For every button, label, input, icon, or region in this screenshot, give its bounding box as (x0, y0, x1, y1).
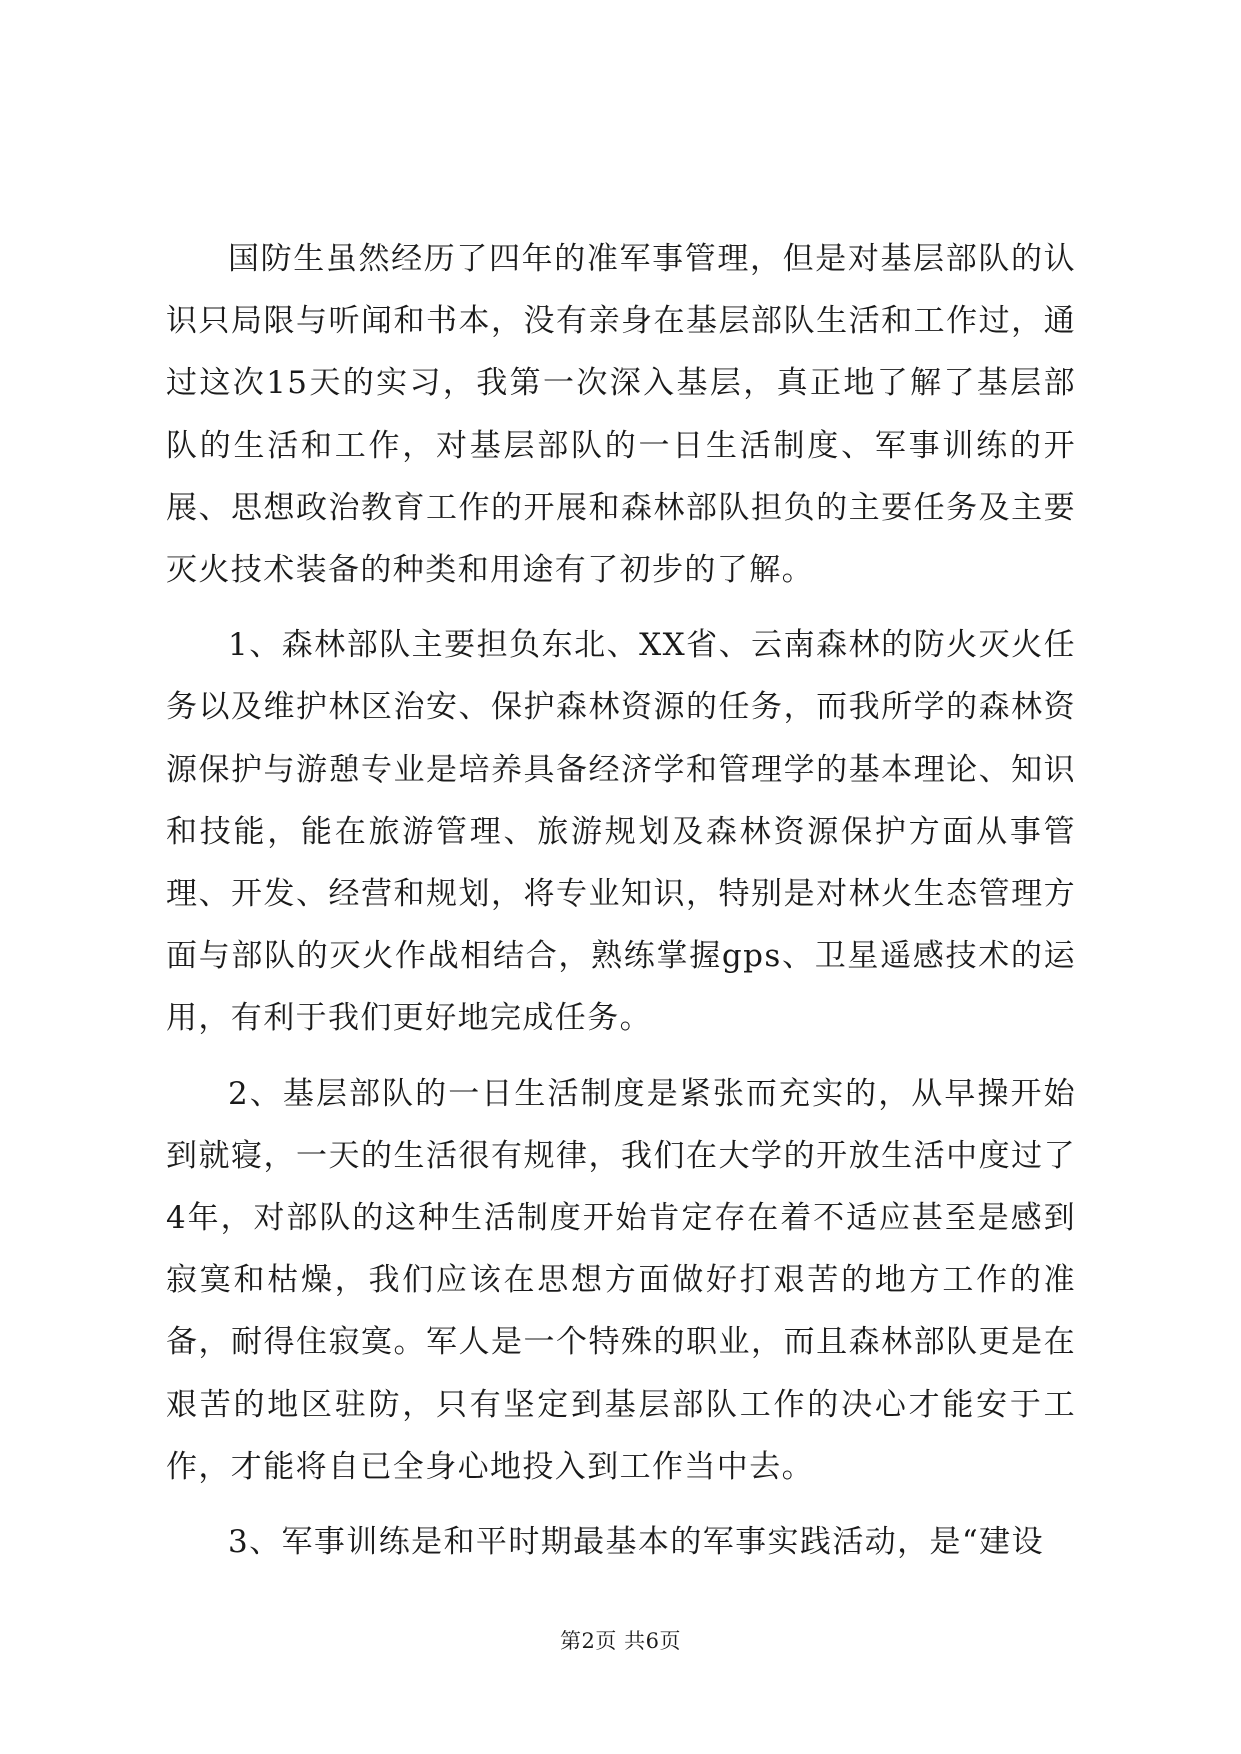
paragraph-item-3: 3、军事训练是和平时期最基本的军事实践活动，是“建设 (228, 1524, 1044, 1561)
paragraph-item-2: 2、基层部队的一日生活制度是紧张而充实的，从早操开始到就寝，一天的生活很有规律，我们在大学的开放生活中度过了4年，对部队的这种生活制度开始肯定存在着不适应甚至是感到寂寞和枯燥，我们应该在思想方面做好打艰苦的地方工作的准备，耐得住寂寞。军人是一个特殊的职业，而且森林部队更是在艰苦的地区驻防，只有坚定到基层部队工作的决心才能安于工作，才能将自已全身心地投入到工作当中去。 (166, 1075, 1076, 1485)
page-number-footer: 第2页 共6页 (560, 1629, 681, 1653)
paragraph-item-1: 1、森林部队主要担负东北、XX省、云南森林的防火灭火任务以及维护林区治安、保护森林资源的任务，而我所学的森林资源保护与游憩专业是培养具备经济学和管理学的基本理论、知识和技能，能在旅游管理、旅游规划及森林资源保护方面从事管理、开发、经营和规划，将专业知识，特别是对林火生态管理方面与部队的灭火作战相结合，熟练掌握gps、卫星遥感技术的运用，有利于我们更好地完成任务。 (166, 627, 1076, 1037)
paragraph-intro: 国防生虽然经历了四年的准军事管理，但是对基层部队的认识只局限与听闻和书本，没有亲身在基层部队生活和工作过，通过这次15天的实习，我第一次深入基层，真正地了解了基层部队的生活和工作，对基层部队的一日生活制度、军事训练的开展、思想政治教育工作的开展和森林部队担负的主要任务及主要灭火技术装备的种类和用途有了初步的了解。 (166, 241, 1076, 589)
document-body (166, 228, 1076, 1586)
